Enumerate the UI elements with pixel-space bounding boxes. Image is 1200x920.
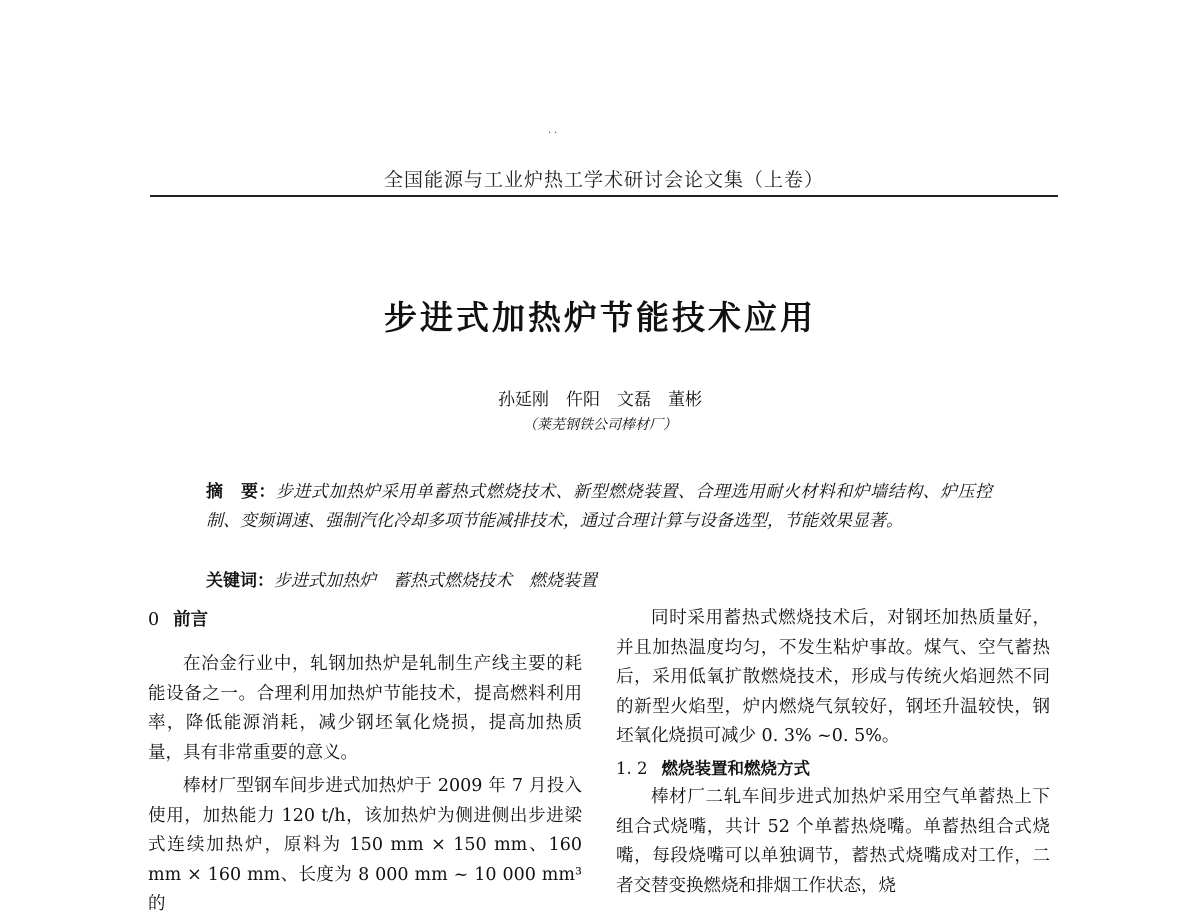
section-number: 0 bbox=[148, 610, 160, 630]
subsection-title: 燃烧装置和燃烧方式 bbox=[661, 758, 810, 778]
author-list: 孙延刚 仵阳 文磊 董彬 bbox=[498, 390, 702, 410]
section-heading bbox=[148, 604, 582, 636]
left-column bbox=[148, 604, 582, 920]
header-dots: ·· bbox=[548, 128, 561, 139]
body-paragraph: 棒材厂型钢车间步进式加热炉于 2009 年 7 月投入使用，加热能力 120 t/h，该加热炉为侧进侧出步进梁式连续加热炉，原料为 150 mm × 150 mm、160 mm × 160 mm、长度为 8 000 mm ~ 10 000 mm³的 bbox=[148, 776, 582, 914]
body-paragraph: 在冶金行业中，轧钢加热炉是轧制生产线主要的耗能设备之一。合理利用加热炉节能技术，提高燃料利用率，降低能源消耗，减少钢坯氧化烧损，提高加热质量，具有非常重要的意义。 bbox=[148, 654, 582, 763]
paper-title: 步进式加热炉节能技术应用 bbox=[384, 298, 816, 337]
section-title: 前言 bbox=[173, 610, 209, 630]
body-paragraph: 同时采用蓄热式燃烧技术后，对钢坯加热质量好，并且加热温度均匀，不发生粘炉事故。煤气、空气蓄热后，采用低氧扩散燃烧技术，形成与传统火焰迥然不同的新型火焰型，炉内燃烧气氛较好，钢坯升温较快，钢坯氧化烧损可减少 0. 3% ~0. 5%。 bbox=[616, 608, 1050, 746]
right-column bbox=[616, 604, 1050, 901]
body-paragraph: 棒材厂二轧车间步进式加热炉采用空气单蓄热上下组合式烧嘴，共计 52 个单蓄热烧嘴。单蓄热组合式烧嘴，每段烧嘴可以单独调节，蓄热式烧嘴成对工作，二者交替变换燃烧和排烟工作状态，烧 bbox=[616, 787, 1050, 896]
abstract-label: 摘 要： bbox=[206, 482, 276, 502]
running-header: 全国能源与工业炉热工学术研讨会论文集（上卷） bbox=[383, 169, 824, 191]
abstract-text: 步进式加热炉采用单蓄热式燃烧技术、新型燃烧装置、合理选用耐火材料和炉墙结构、炉压控制、变频调速、强制汽化冷却多项节能减排技术，通过合理计算与设备选型，节能效果显著。 bbox=[206, 482, 993, 531]
subsection-number: 1. 2 bbox=[616, 758, 648, 778]
affiliation: （莱芜钢铁公司棒材厂） bbox=[523, 417, 677, 433]
keywords-block bbox=[206, 566, 992, 591]
keywords-label: 关键词： bbox=[206, 571, 274, 591]
subsection-heading bbox=[616, 754, 1050, 784]
abstract-block bbox=[206, 478, 992, 536]
keywords-text: 步进式加热炉 蓄热式燃烧技术 燃烧装置 bbox=[274, 571, 597, 591]
header-rule bbox=[150, 195, 1058, 197]
heading-gap bbox=[148, 636, 582, 650]
